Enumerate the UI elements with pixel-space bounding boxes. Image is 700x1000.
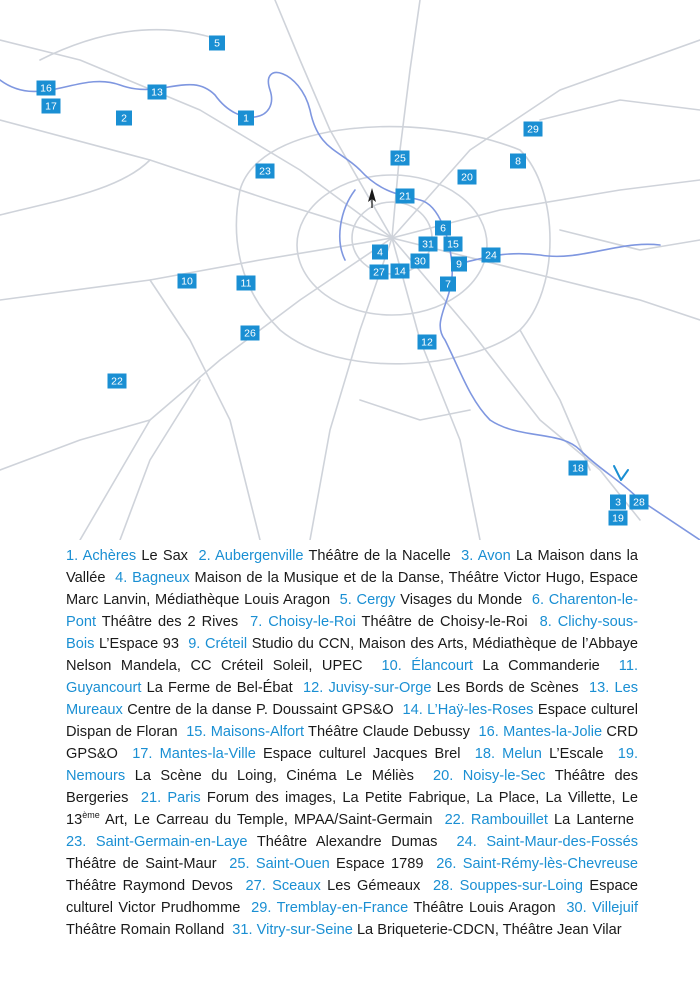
venue-marker	[241, 326, 260, 341]
legend-venues: La Lanterne	[547, 812, 634, 828]
legend-place: 5. Cergy	[339, 592, 396, 608]
legend-venues: Studio du CCN, Maison des Arts, Médiathèque de l’Abbaye Nelson Mandela, CC Créteil Soleil, UPEC	[66, 636, 638, 674]
legend-place: 8. Clichy-sous-Bois	[66, 614, 639, 652]
legend-place: 12. Juvisy-sur-Orge	[303, 680, 432, 696]
legend-entry	[132, 746, 460, 762]
legend-place: 18. Melun	[474, 746, 542, 762]
legend-venues: Centre de la danse P. Doussaint GPS&O	[122, 702, 394, 718]
legend-venues: Forum des images, La Petite Fabrique, La Place, La Villette, Le 13ème Art, Le Carreau du Temple, MPAA/Saint-Germain	[66, 790, 639, 828]
marker-number: 2	[121, 112, 127, 125]
legend-place: 13. Les Mureaux	[66, 680, 639, 718]
marker-number: 20	[461, 171, 473, 184]
marker-number: 12	[421, 336, 433, 349]
venue-marker	[510, 154, 526, 169]
venue-marker	[396, 189, 415, 204]
venue-marker	[372, 245, 388, 260]
marker-number: 13	[151, 86, 163, 99]
legend-place: 31. Vitry-sur-Seine	[232, 922, 353, 938]
legend-place: 19. Nemours	[66, 746, 639, 784]
marker-number: 15	[447, 238, 459, 251]
marker-number: 31	[422, 238, 434, 251]
legend-venues: Théâtre Raymond Devos	[66, 878, 233, 894]
venue-marker	[482, 248, 501, 263]
legend-venues: La Commanderie	[472, 658, 600, 674]
legend-place: 11. Guyancourt	[66, 658, 639, 696]
marker-number: 19	[612, 512, 624, 525]
venue-marker	[178, 274, 197, 289]
legend-venues: Espace culturel Jacques Brel	[255, 746, 461, 762]
legend-venues: Le Sax	[136, 548, 188, 564]
venue-marker	[444, 237, 463, 252]
legend-place: 16. Mantes-la-Jolie	[478, 724, 603, 740]
legend-place: 2. Aubergenville	[198, 548, 304, 564]
legend-place: 24. Saint-Maur-des-Fossés	[456, 834, 638, 850]
legend-place: 3. Avon	[461, 548, 511, 564]
marker-number: 16	[40, 82, 52, 95]
venue-marker	[238, 111, 254, 126]
legend-entry	[303, 680, 579, 696]
venue-marker	[370, 265, 389, 280]
marker-number: 18	[572, 462, 584, 475]
venue-marker	[569, 461, 588, 476]
legend-venues: Théâtre de la Nacelle	[303, 548, 451, 564]
marker-number: 4	[377, 246, 383, 259]
marker-number: 30	[414, 255, 426, 268]
marker-number: 14	[394, 265, 406, 278]
legend-venues: Théâtre Romain Rolland	[66, 922, 225, 938]
venue-marker	[108, 374, 127, 389]
legend-place: 17. Mantes-la-Ville	[132, 746, 256, 762]
marker-number: 17	[45, 100, 57, 113]
legend-place: 21. Paris	[140, 790, 201, 806]
legend-place: 28. Souppes-sur-Loing	[433, 878, 583, 894]
legend-entry	[475, 746, 604, 762]
legend-venues: Espace culturel Dispan de Floran	[66, 702, 639, 740]
legend-place: 10. Élancourt	[381, 658, 473, 674]
marker-number: 8	[515, 155, 521, 168]
marker-number: 3	[615, 496, 621, 509]
legend-venues: L’Escale	[541, 746, 604, 762]
legend-venues: Théâtre des 2 Rives	[96, 614, 239, 630]
legend-venues: Les Gémeaux	[320, 878, 421, 894]
legend-entry	[232, 922, 621, 938]
marker-number: 21	[399, 190, 411, 203]
venue-marker	[42, 99, 61, 114]
venue-marker	[209, 36, 225, 51]
marker-number: 9	[456, 258, 462, 271]
marker-number: 22	[111, 375, 123, 388]
venue-marker	[37, 81, 56, 96]
marker-number: 5	[214, 37, 220, 50]
venue-marker	[256, 164, 275, 179]
legend-venues: Les Bords de Scènes	[431, 680, 579, 696]
legend-venues: Théâtre de Choisy-le-Roi	[355, 614, 528, 630]
legend-place: 27. Sceaux	[245, 878, 321, 894]
venue-marker	[458, 170, 477, 185]
legend-venues: Espace culturel Victor Prudhomme	[66, 878, 639, 916]
marker-number: 6	[440, 222, 446, 235]
legend-venues: Théâtre Claude Debussy	[304, 724, 470, 740]
venue-marker	[411, 254, 430, 269]
marker-number: 27	[373, 266, 385, 279]
legend-place: 15. Maisons-Alfort	[186, 724, 305, 740]
legend-venues: L’Espace 93	[94, 636, 180, 652]
legend-entry	[66, 834, 437, 850]
venue-marker	[610, 495, 626, 510]
marker-number: 25	[394, 152, 406, 165]
venue-marker	[237, 276, 256, 291]
legend-entry	[445, 812, 634, 828]
marker-number: 26	[244, 327, 256, 340]
legend-venues: La Scène du Loing, Cinéma Le Méliès	[125, 768, 414, 784]
legend-entry	[66, 548, 188, 564]
marker-number: 7	[445, 278, 451, 291]
legend-entry	[229, 856, 423, 872]
venue-marker	[391, 151, 410, 166]
legend-entry	[251, 900, 555, 916]
legend-place: 30. Villejuif	[566, 900, 639, 916]
legend-venues: CRD GPS&O	[66, 724, 638, 762]
legend-entry	[250, 614, 528, 630]
legend-place: 25. Saint-Ouen	[229, 856, 330, 872]
legend-place: 6. Charenton-le-Pont	[66, 592, 638, 630]
marker-number: 11	[240, 277, 252, 290]
legend-entry	[186, 724, 470, 740]
legend-place: 4. Bagneux	[115, 570, 190, 586]
venue-marker	[451, 257, 467, 272]
venue-marker	[440, 277, 456, 292]
venue-marker	[148, 85, 167, 100]
venue-markers	[37, 36, 649, 526]
legend-venues: La Ferme de Bel-Ébat	[141, 680, 293, 696]
legend-venues: Théâtre de Saint-Maur	[66, 856, 217, 872]
legend-place: 1. Achères	[66, 548, 137, 564]
legend-entry	[340, 592, 523, 608]
venue-marker	[630, 495, 649, 510]
venue-marker	[419, 237, 438, 252]
marker-number: 28	[633, 496, 645, 509]
marker-number: 1	[243, 112, 249, 125]
venue-legend	[66, 545, 638, 941]
legend-venues: Maison de la Musique et de la Danse, Théâtre Victor Hugo, Espace Marc Lanvin, Médiathèque Louis Aragon	[66, 570, 639, 608]
venue-marker	[524, 122, 543, 137]
legend-entry	[246, 878, 421, 894]
legend-venues: Théâtre des Bergeries	[66, 768, 639, 806]
legend-entry	[198, 548, 450, 564]
legend-venues: Théâtre Louis Aragon	[408, 900, 556, 916]
legend-venues: La Maison dans la Vallée	[66, 548, 638, 586]
venue-marker	[391, 264, 410, 279]
marker-number: 24	[485, 249, 497, 262]
legend-place: 26. Saint-Rémy-lès-Chevreuse	[436, 856, 638, 872]
legend-place: 23. Saint-Germain-en-Laye	[66, 834, 248, 850]
legend-place: 20. Noisy-le-Sec	[432, 768, 546, 784]
legend-place: 7. Choisy-le-Roi	[250, 614, 356, 630]
legend-venues: Espace 1789	[329, 856, 424, 872]
legend-venues: Théâtre Alexandre Dumas	[247, 834, 438, 850]
venue-marker	[116, 111, 132, 126]
marker-number: 29	[527, 123, 539, 136]
legend-entry	[381, 658, 599, 674]
legend-place: 22. Rambouillet	[444, 812, 548, 828]
legend-place: 14. L’Haÿ-les-Roses	[402, 702, 534, 718]
river-network	[0, 73, 700, 540]
marker-number: 10	[181, 275, 193, 288]
legend-place: 29. Tremblay-en-France	[251, 900, 409, 916]
venue-marker	[418, 335, 437, 350]
legend-venues: La Briqueterie-CDCN, Théâtre Jean Vilar	[352, 922, 622, 938]
legend-place: 9. Créteil	[188, 636, 248, 652]
direction-chevron-icon	[614, 466, 628, 480]
venue-marker	[435, 221, 451, 236]
venue-marker	[609, 511, 628, 526]
legend-venues: Visages du Monde	[395, 592, 523, 608]
marker-number: 23	[259, 165, 271, 178]
